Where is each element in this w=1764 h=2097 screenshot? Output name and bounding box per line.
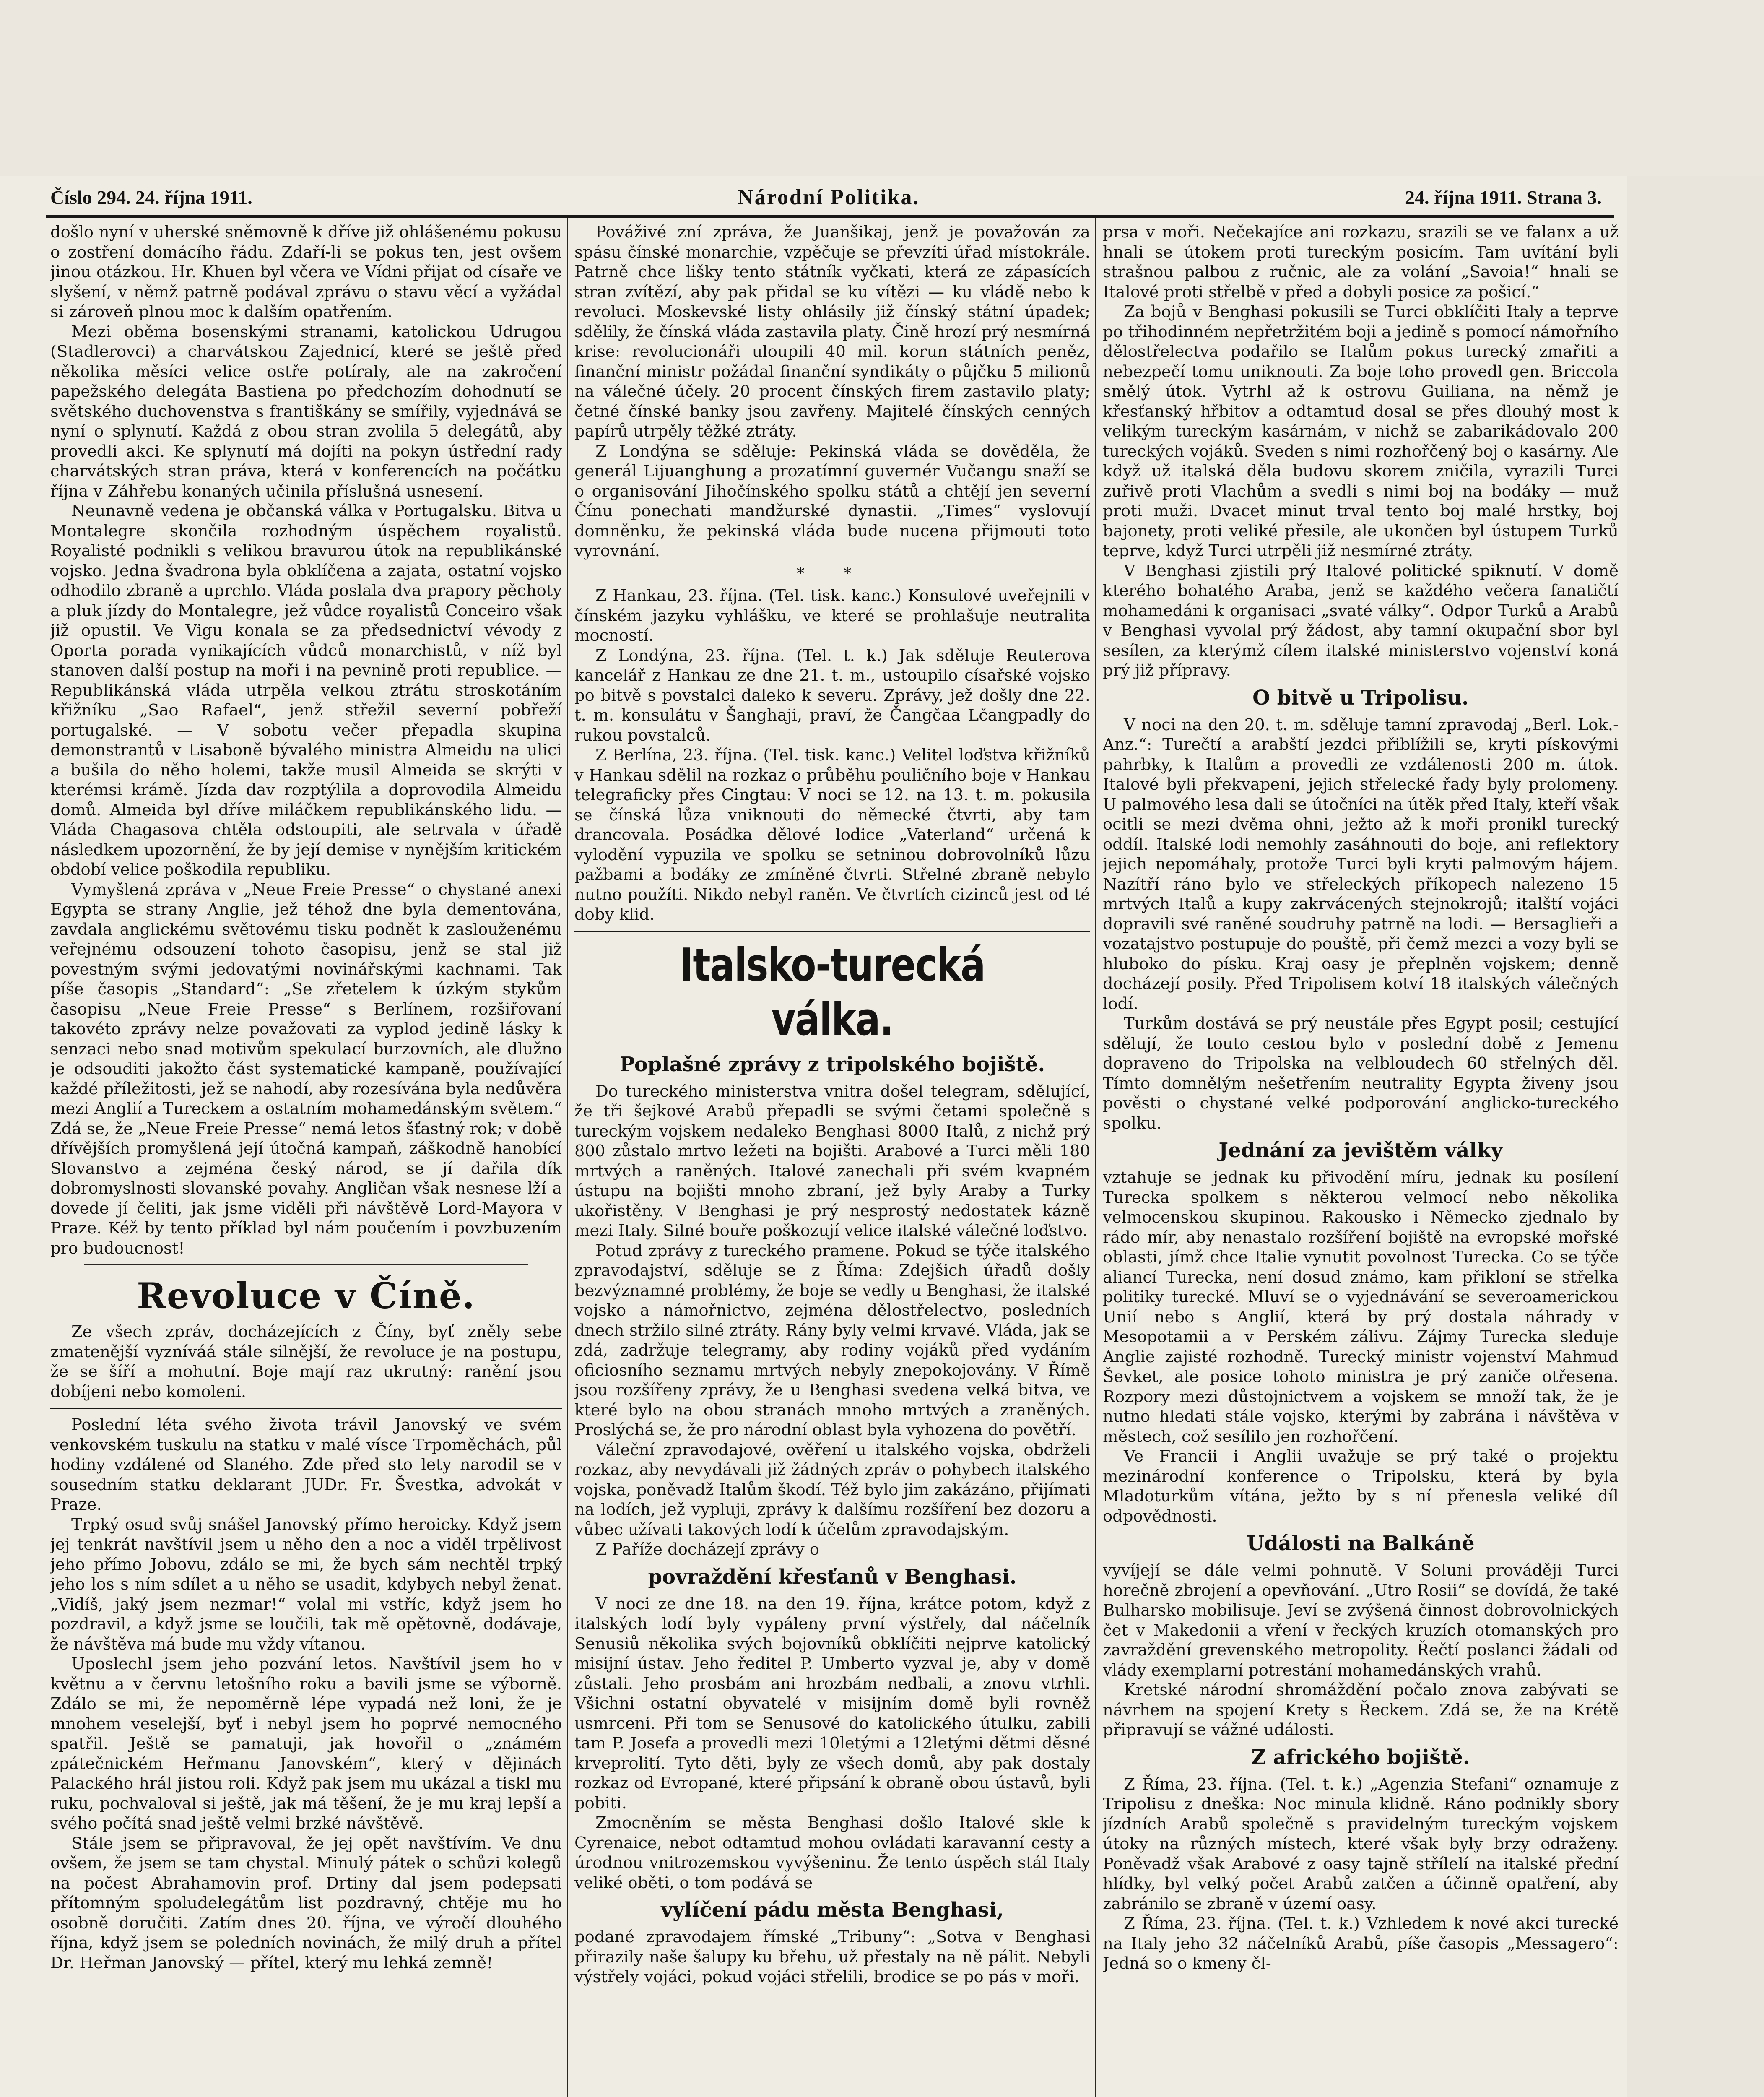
page-right-margin bbox=[1627, 176, 1764, 2097]
section-divider bbox=[84, 1264, 528, 1265]
article-text: Mezi oběma bosenskými stranami, katolickou Udrugou (Stadlerovci) a charvátskou Zajednicí, které se ještě před několika měsíci velice ostře potíraly, ale na zakročení papežského delegáta Bastiena po předchozím dohodnutí se světského duchovenstva s františkány se smířily, vyjednává se nyní o splynutí. Každá z obou stran zvolila 5 delegátů, aby provedli akci. Ke splynutí má dojíti na pokyn ústřední rady charvátských stran práva, která v konferencích na počátku října v Záhřebu konaných učinila příslušná usnesení. bbox=[50, 322, 562, 501]
section-separator: * * bbox=[796, 564, 868, 583]
article-text: vztahuje se jednak ku přivodění míru, jednak ku posílení Turecka spolkem s některou velmocí nebo několika velmocenskou skupinou. Rakousko i Německo zjednalo by rádo mír, aby nenastalo rozšíření bojiště na evropské mořské oblasti, jímž chce Italie vynutit povolnost Turecka. Co se týče aliancí Turecka, není dosud známo, kam přikloní se střelka politiky turecké. Mluví se o vyjednávání se severoamerickou Unií nebo s Anglií, která by prý dostala náhrady v Mesopotamii a v Perském zálivu. Zájmy Turecka sleduje Anglie zajisté rozhodně. Turecký ministr vojenství Mahmud Ševket, ale posice tohoto ministra je prý zaniče otřesena. Rozpory mezi důstojnictvem a vojskem se množí tak, že je nutno hledati stále vojsko, kterými by zabrána i návštěva v městech, což sesílilo jen rozhořčení. bbox=[1103, 1168, 1619, 1446]
article-text: Neunavně vedena je občanská válka v Portugalsku. Bitva u Montalegre skončila rozhodným úspěchem royalistů. Royalisté podnikli s velikou bravurou útok na republikánské vojsko. Jedna švadrona byla obklíčena a zajata, ostatní vojsko odhodilo zbraně a uprchlo. Vláda poslala dva prapory pěchoty a pluk jízdy do Montalegre, jež vůdce royalistů Conceiro však již opustil. Ve Vigu konala se za předsednictví vévody z Oporta porada vynikajících vůdců monarchistů, v níž byl stanoven další postup na moři i na pevnině proti republice. — Republikánská vláda utrpěla velkou ztrátu stroskotáním křižníku „Sao Rafael“, jenž střežil severní pobřeží portugalské. — V sobotu večer přepadla skupina demonstrantů v Lisaboně bývalého ministra Almeidu na ulici a bušila do něho holemi, takže musil Almeida se skrýti v kterémsi krámě. Jízda dav rozptýlila a doprovodila Almeidu domů. Almeida byl dříve miláčkem republikánského lidu. — Vláda Chagasova chtěla odstoupiti, ale setrvala v úřadě následkem upozornění, že by její demise v nynějším kritickém období velice poškodila republiku. bbox=[50, 502, 562, 879]
page-top-margin bbox=[0, 0, 1764, 176]
article-text: Z Říma, 23. října. (Tel. t. k.) „Agenzia Stefani“ oznamuje z Tripolisu z dneška: Noc minula klidně. Ráno podnikly sbory jízdních Arabů společně s pravidelným tureckým vojskem útoky na různých místech, které však byly brzy odraženy. Poněvadž však Arabové z oasy tajně střílelí na italské přední hlídky, byl velký počet Arabů zatčen a účinně opatření, aby zabránilo se zbraně v území oasy. bbox=[1103, 1774, 1619, 1913]
article-text: Z Hankau, 23. října. (Tel. tisk. kanc.) Konsulové uveřejnili v čínském jazyku vyhlášku, ve které se prohlašuje neutralita mocností. bbox=[574, 586, 1090, 645]
article-text: Za bojů v Benghasi pokusili se Turci obklíčiti Italy a teprve po třihodinném nepřetržitém boji a jedině s pomocí námořního dělostřelectva podařilo se Italům pokus turecký zmařiti a nebezpečí tomu uniknouti. Za boje toho provedl gen. Briccola smělý útok. Vytrhl až k ostrovu Guiliana, na němž je křesťanský hřbitov a odtamtud dosal se přes dlouhý most k velikým tureckým kasárnám, v nichž se zabarikádovalo 200 tureckých vojáků. Sveden s nimi rozhořčený boj o kasárny. Ale když už italská děla budovu skorem zničila, vyrazili Turci zuřivě proti Vlachům a svedli s nimi boj na bodáky — muž proti muži. Dvacet minut trval tento boj malé hrstky, boj bajonety, proti veliké přesile, ale ukončen byl ústupem Turků teprve, když Turci utrpěli již nesmírné ztráty. bbox=[1103, 302, 1619, 560]
subheadline-poplasne: Poplašné zprávy z tripolského bojiště. bbox=[619, 1052, 1045, 1076]
subheadline-vyliceni: vylíčení pádu města Benghasi, bbox=[661, 1898, 1004, 1922]
column-divider-2 bbox=[1095, 218, 1096, 2097]
subheadline-africke: Z afrického bojiště. bbox=[1251, 1745, 1470, 1769]
article-text: Do tureckého ministerstva vnitra došel telegram, sdělující, že tři šejkové Arabů přepadli se svými četami společně s tureckým vojskem nedaleko Benghasi 8000 Italů, z nichž prý 800 zůstalo mrtvo ležeti na bojišti. Arabové a Turci měli 180 mrtvých a raněných. Italové zanechali při svém kvapném ústupu na bojišti mnoho zbraní, jež byly Araby a Turky ukořistěny. V Benghasi je prý nesprostý nedostatek kázně mezi Italy. Silné bouře poškozují velice italské válečné loďstvo. bbox=[574, 1082, 1090, 1240]
subheadline-o-bitve: O bitvě u Tripolisu. bbox=[1252, 686, 1469, 710]
article-text: Ze všech zpráv, docházejících z Číny, byť zněly sebe zmatenější vyzníváá stále silnější, že revoluce je na postupu, že se šíří a mohutní. Boje mají raz ukrutný: ranění jsou dobíjeni nebo komoleni. bbox=[50, 1322, 562, 1401]
header-rule bbox=[46, 215, 1614, 218]
section-divider bbox=[50, 1408, 562, 1409]
article-text: Z Říma, 23. října. (Tel. t. k.) Vzhledem k nové akci turecké na Italy jeho 32 náčelníků Arabů, píše časopis „Messagero“: Jedná so o kmeny čl- bbox=[1103, 1914, 1619, 1973]
article-text: podané zpravodajem římské „Tribuny“: „Sotva v Benghasi přirazily naše šalupy ku břehu, už přestaly na ně pálit. Nebyli výstřely vojáci, pokud vojáci střelili, brodice se po pás v moři. bbox=[574, 1928, 1090, 1986]
subheadline-povrazdeni: povraždění křesťanů v Benghasi. bbox=[648, 1565, 1017, 1589]
column-2 bbox=[574, 222, 1090, 2097]
article-text: vyvíjejí se dále velmi pohnutě. V Soluni prováději Turci horečně zbrojení a opevňování. „Utro Rosii“ se dovídá, že také Bulharsko mobilisuje. Jeví se zvýšená činnost dobrovolnických čet v Makedonii a vření v řeckých kruzích otomanských pro zavraždění grevenského metropolity. Řečtí poslanci žádali od vlády exemplarní potrestání mohamedánských vrahů. bbox=[1103, 1561, 1619, 1680]
article-text: Poslední léta svého života trávil Janovský ve svém venkovském tuskulu na statku v malé vísce Trpoměchách, půl hodiny vzdálené od Slaného. Zde před sto lety narodil se v sousedním statku deklarant JUDr. Fr. Švestka, advokát v Praze. bbox=[50, 1415, 562, 1514]
column-1 bbox=[50, 222, 562, 2097]
article-text: prsa v moři. Nečekajíce ani rozkazu, srazili se ve falanx a už hnali se útokem proti tureckým posicím. Tam uvítání byli strašnou palbou z ručnic, ale za volání „Savoia!“ hnali se Italové proti střelbě v před a dobyli posice za pošicí.“ bbox=[1103, 223, 1619, 302]
subheadline-jednani: Jednání za jevištěm války bbox=[1218, 1139, 1503, 1162]
article-text: Z Londýna, 23. října. (Tel. t. k.) Jak sděluje Reuterova kancelář z Hankau ze dne 21. t. m., ustoupilo císařské vojsko po bitvě s povstalci daleko k severu. Zprávy, jež došly dne 22. t. m. konsulátu v Šanghaji, praví, že Čangčaa Lčangpadly do rukou povstalců. bbox=[574, 646, 1090, 745]
article-text: V noci na den 20. t. m. sděluje tamní zpravodaj „Berl. Lok.-Anz.“: Turečtí a arabští jezdci přiblížili se, kryti pískovými pahrbky, k Italům a provedli ze vzdálenosti 200 m. útok. Italové byli překvapeni, jejich střelecké řady byly prolomeny. U palmového lesa dali se útočníci na útěk před Italy, kteří však ocitli se mezi dvěma ohni, ježto až k moři pronikl turecký oddíl. Italské lodi nemohly zasáhnouti do boje, ani reflektory jejich nepomáhaly, protože Turci byli kryti palmovým hájem. Nazítří ráno bylo ve střeleckých příkopech nalezeno 15 mrtvých Italů a kupy zakrvácených stejnokrojů; italští vojáci dopravili své raněné soudruhy patrně na lodi. — Bersaglieři a vozatajstvo postupuje do pouště, při čemž mezci a vozy byli se hluboko do písku. Kraj oasy je přeplněn vojskem; denně docházejí posily. Před Tripolisem kotví 18 italských válečných lodí. bbox=[1103, 715, 1619, 1013]
article-text: Stále jsem se připravoval, že jej opět navštívím. Ve dnu ovšem, že jsem se tam chystal. Minulý pátek o schůzi kolegů na počest Abrahamovin prof. Drtiny dal jsem podepsati přítomným spoludelegátům list pozdravný, chtěje mu ho osobně doručiti. Zatím dnes 20. října, ve výročí dlouhého října, když jsem se poledních novinách, že milý druh a přítel Dr. Heřman Janovský — přítel, který mu lehká zemně! bbox=[50, 1834, 562, 1972]
page-header bbox=[50, 180, 1602, 214]
article-text: Vymyšlená zpráva v „Neue Freie Presse“ o chystané anexi Egypta se strany Anglie, jež téhož dne byla dementována, zavdala anglickému světovému tisku podnět k zaslouženému veřejnému odsouzení tohoto časopisu, jenž se stal již povestným svými jedovatými novinářskými kachnami. Tak píše časopis „Standard“: „Se zřetelem k úzkým stykům časopisu „Neue Freie Presse“ s Berlínem, rozšiřovaní takovéto zprávy nelze považovati za vyplod jedině lásky k senzaci nebo snad motivům spekulací burzovních, ale dlužno je odsouditi jakožto část systematické kampaně, používající každé příležitosti, jež se nahodí, aby rozesívána byla nedůvěra mezi Anglií a Tureckem a ostatním mohamedánským světem.“ Zdá se, že „Neue Freie Presse“ nemá letos šťastný rok; v době dřívějších promyšlená její útočná kampaň, záškodně hanobící Slovanstvo a zejména český národ, se jí dařila dík dobromyslnosti slovanské povahy. Angličan však nesnese lží a dovede jí čeliti, jak jsme viděli při návštěvě Lord-Mayora v Praze. Kéž by tento příklad byl nám poučením i povzbuzením pro budoucnost! bbox=[50, 880, 562, 1258]
section-divider bbox=[574, 931, 1090, 932]
article-text: Trpký osud svůj snášel Janovský přímo heroicky. Když jsem jej tenkrát navštívil jsem u něho den a noc a viděl trpělivost jeho přímo Jobovu, zdálo se mi, že bych sám nechtěl trpký jeho los s ním sdílet a u něho se usadit, kdybych nebyl ženat. „Vidíš, jaký jsem nezmar!“ volal mi vstříc, když jsem ho pozdravil, a když jsme se loučili, tak mě opětovně, dodávaje, že návštěva má bude mu vždy vítanou. bbox=[50, 1515, 562, 1654]
article-text: V Benghasi zjistili prý Italové politické spiknutí. V domě kterého bohatého Araba, jenž se každého večera fanatičtí mohamedáni k organisaci „svaté války“. Odpor Turků a Arabů v Benghasi vyvolal prý žádost, aby tamní okupační sbor byl sesílen, za kterýmž cílem italské ministerstvo vojenství koná prý již přípravy. bbox=[1103, 561, 1619, 680]
column-divider-1 bbox=[567, 218, 568, 2097]
headline-revoluce: Revoluce v Číně. bbox=[137, 1275, 475, 1316]
article-text: Turkům dostává se prý neustále přes Egypt posil; cestující sdělují, že touto cestou bylo v poslední době z Jemenu dopraveno do Tripolska na velbloudech 60 střelných děl. Tímto domnělým nešetřením neutrality Egypta živeny jsou pověsti o chystané velké podporování anglicko-tureckého spolku. bbox=[1103, 1014, 1619, 1133]
article-text: Potud zprávy z tureckého pramene. Pokud se týče italského zpravodajství, sděluje se z Říma: Zdejšich úřadů došly bezvýznamné problémy, že boje se vedly u Benghasi, že italské vojsko a námořnictvo, zejména dělostřelectvo, posledních dnech stržilo silné ztráty. Rány byly velmi krvavé. Vláda, jak se zdá, zadržuje telegramy, aby rodiny vojáků před vydáním oficiosního seznamu mrtvých nebyly znepokojovány. V Římě jsou rozšířeny zprávy, že u Benghasi svedena velká bitva, ve které bylo na obou stranách mnoho mrtvých a zraněných. Proslýchá se, že pro národní oblast byla vyhozena do povětří. bbox=[574, 1241, 1090, 1439]
article-text: Ve Francii i Anglii uvažuje se prý také o projektu mezinárodní konference o Tripolsku, která by byla Mladoturkům vítána, ježto by s ní přenesla veliké díl odpovědnosti. bbox=[1103, 1447, 1619, 1526]
article-text: Pováživé zní zpráva, že Juanšikaj, jenž je považován za spásu čínské monarchie, vzpěčuje se převzíti úřad místokrále. Patrně chce lišky tento státník vyčkati, která ze zápasících stran zvítězí, aby pak přidal se ku vítězi — ku vládě nebo k revoluci. Moskevské listy ohlásily již čínský státní úpadek; sdělily, že čínská vláda zastavila platy. Čině hrozí prý nesmírná krise: revolucionáři uloupili 40 mil. korun státních peněz, finanční ministr požádal finanční syndikáty o půjčku 5 milionů na válečné účely. 20 procent čínských firem zastavilo platy; četné čínské banky jsou zavřeny. Majitelé čínských cenných papírů utrpěly těžké ztráty. bbox=[574, 223, 1090, 441]
article-text: došlo nyní v uherské sněmovně k dříve již ohlášenému pokusu o zostření domácího řádu. Zdaří-li se pokus ten, jest ovšem jinou otázkou. Hr. Khuen byl včera ve Vídni přijat od císaře ve slyšení, v němž patrně podával zprávu o stavu věcí a vyžádal si zároveň plnou moc k dalším opatřením. bbox=[50, 223, 562, 321]
article-text: Váleční zpravodajové, ověření u italského vojska, obdrželi rozkaz, aby nevydávali již žádných zpráv o pohybech italského vojska, poněvadž Italům škodí. Též bylo jim zakázáno, přijímati na lodích, jež vypluji, zprávy k dalšímu rozšíření bez dozoru a vůbec užívati takových lodí k účelům zpravodajským. bbox=[574, 1440, 1090, 1539]
article-text: Zmocněním se města Benghasi došlo Italové skle k Cyrenaice, nebot odtamtud mohou ovládati karavanní cesty a úrodnou vnitrozemskou vyvýšeninu. Že tento úspěch stál Italy veliké oběti, o tom podává se bbox=[574, 1813, 1090, 1892]
article-text: Z Paříže docházejí zprávy o bbox=[595, 1540, 820, 1559]
article-text: Z Berlína, 23. října. (Tel. tisk. kanc.) Velitel loďstva křižníků v Hankau sdělil na rozkaz o průběhu pouličního boje v Hankau telegraficky přes Cingtau: V noci se 12. na 13. t. m. pokusila se čínská lůza vniknouti do německé čtvrti, aby tam drancovala. Posádka dělové lodice „Vaterland“ určená k vylodění vypuzila ve spolku se setninou dobrovolníků lůzu pažbami a bodáky ze zmíněné čtvrti. Střelné zbraně nebylo nutno použíti. Nikdo nebyl raněn. Ve čtvrtích cizinců jest od té doby klid. bbox=[574, 746, 1090, 924]
header-masthead: Národní Politika. bbox=[738, 185, 920, 209]
column-3 bbox=[1103, 222, 1619, 2097]
article-text: Kretské národní shromáždění počalo znova zabývati se návrhem na spojení Krety s Řeckem. Zdá se, že na Krétě připravují se vážné události. bbox=[1103, 1681, 1619, 1739]
article-text: Z Londýna se sděluje: Pekinská vláda se dověděla, že generál Lijuanghung a prozatímní guvernér Vučangu snaží se o organisování Jihočínského spolku států a chtějí jen severní Čínu ponechati mandžurské dynastii. „Times“ vyslovují domněnku, že pekinská vláda bude nucena přijmouti toto vyrovnání. bbox=[574, 442, 1090, 560]
article-text: Uposlechl jsem jeho pozvání letos. Navštívil jsem ho v květnu a v červnu letošního roku a bavili jsme se výborně. Zdálo se mi, že nepoměrně lépe vypadá než loni, že je mnohem veselejší, byť i nebyl jsem ho poprvé nemocného spatřil. Ještě se pamatuji, jak hovořil o „známém zpátečnickém Heřmanu Janovském“, který v dějinách Palackého hrál jistou roli. Když pak jsem mu ukázal a tiskl mu ruku, pochvaloval si ještě, jak má těšení, že je mu kraj lepší a svého počítá snad ještě velmi brzké návštěvě. bbox=[50, 1655, 562, 1833]
header-issue: Číslo 294. 24. října 1911. bbox=[50, 186, 252, 208]
subheadline-udalosti: Události na Balkáně bbox=[1247, 1532, 1475, 1555]
headline-valka: Italsko-turecká válka. bbox=[680, 939, 985, 1046]
article-text: V noci ze dne 18. na den 19. října, krátce potom, když z italských lodí byly vypáleny první výstřely, dal náčelník Senusiů několika svých bojovníků obklíčiti nejprve katolický misijní ústav. Jeho ředitel P. Umberto vyzval je, aby v domě zůstali. Jeho prosbám ani hrozbám nedbali, a znovu vtrhli. Všichni ostatní obyvatelé v misijním domě byli rovněž usmrceni. Při tom se Senusové do katolického útulku, zabili tam P. Josefa a provedli mezi 10letými a 12letými dětmi děsné krveprolití. Tyto děti, byly ze všech domů, aby pak dostaly rozkaz od Evropané, které připsání k obraně obou ústavů, byli pobiti. bbox=[574, 1594, 1090, 1813]
header-page: 24. října 1911. Strana 3. bbox=[1405, 186, 1602, 208]
